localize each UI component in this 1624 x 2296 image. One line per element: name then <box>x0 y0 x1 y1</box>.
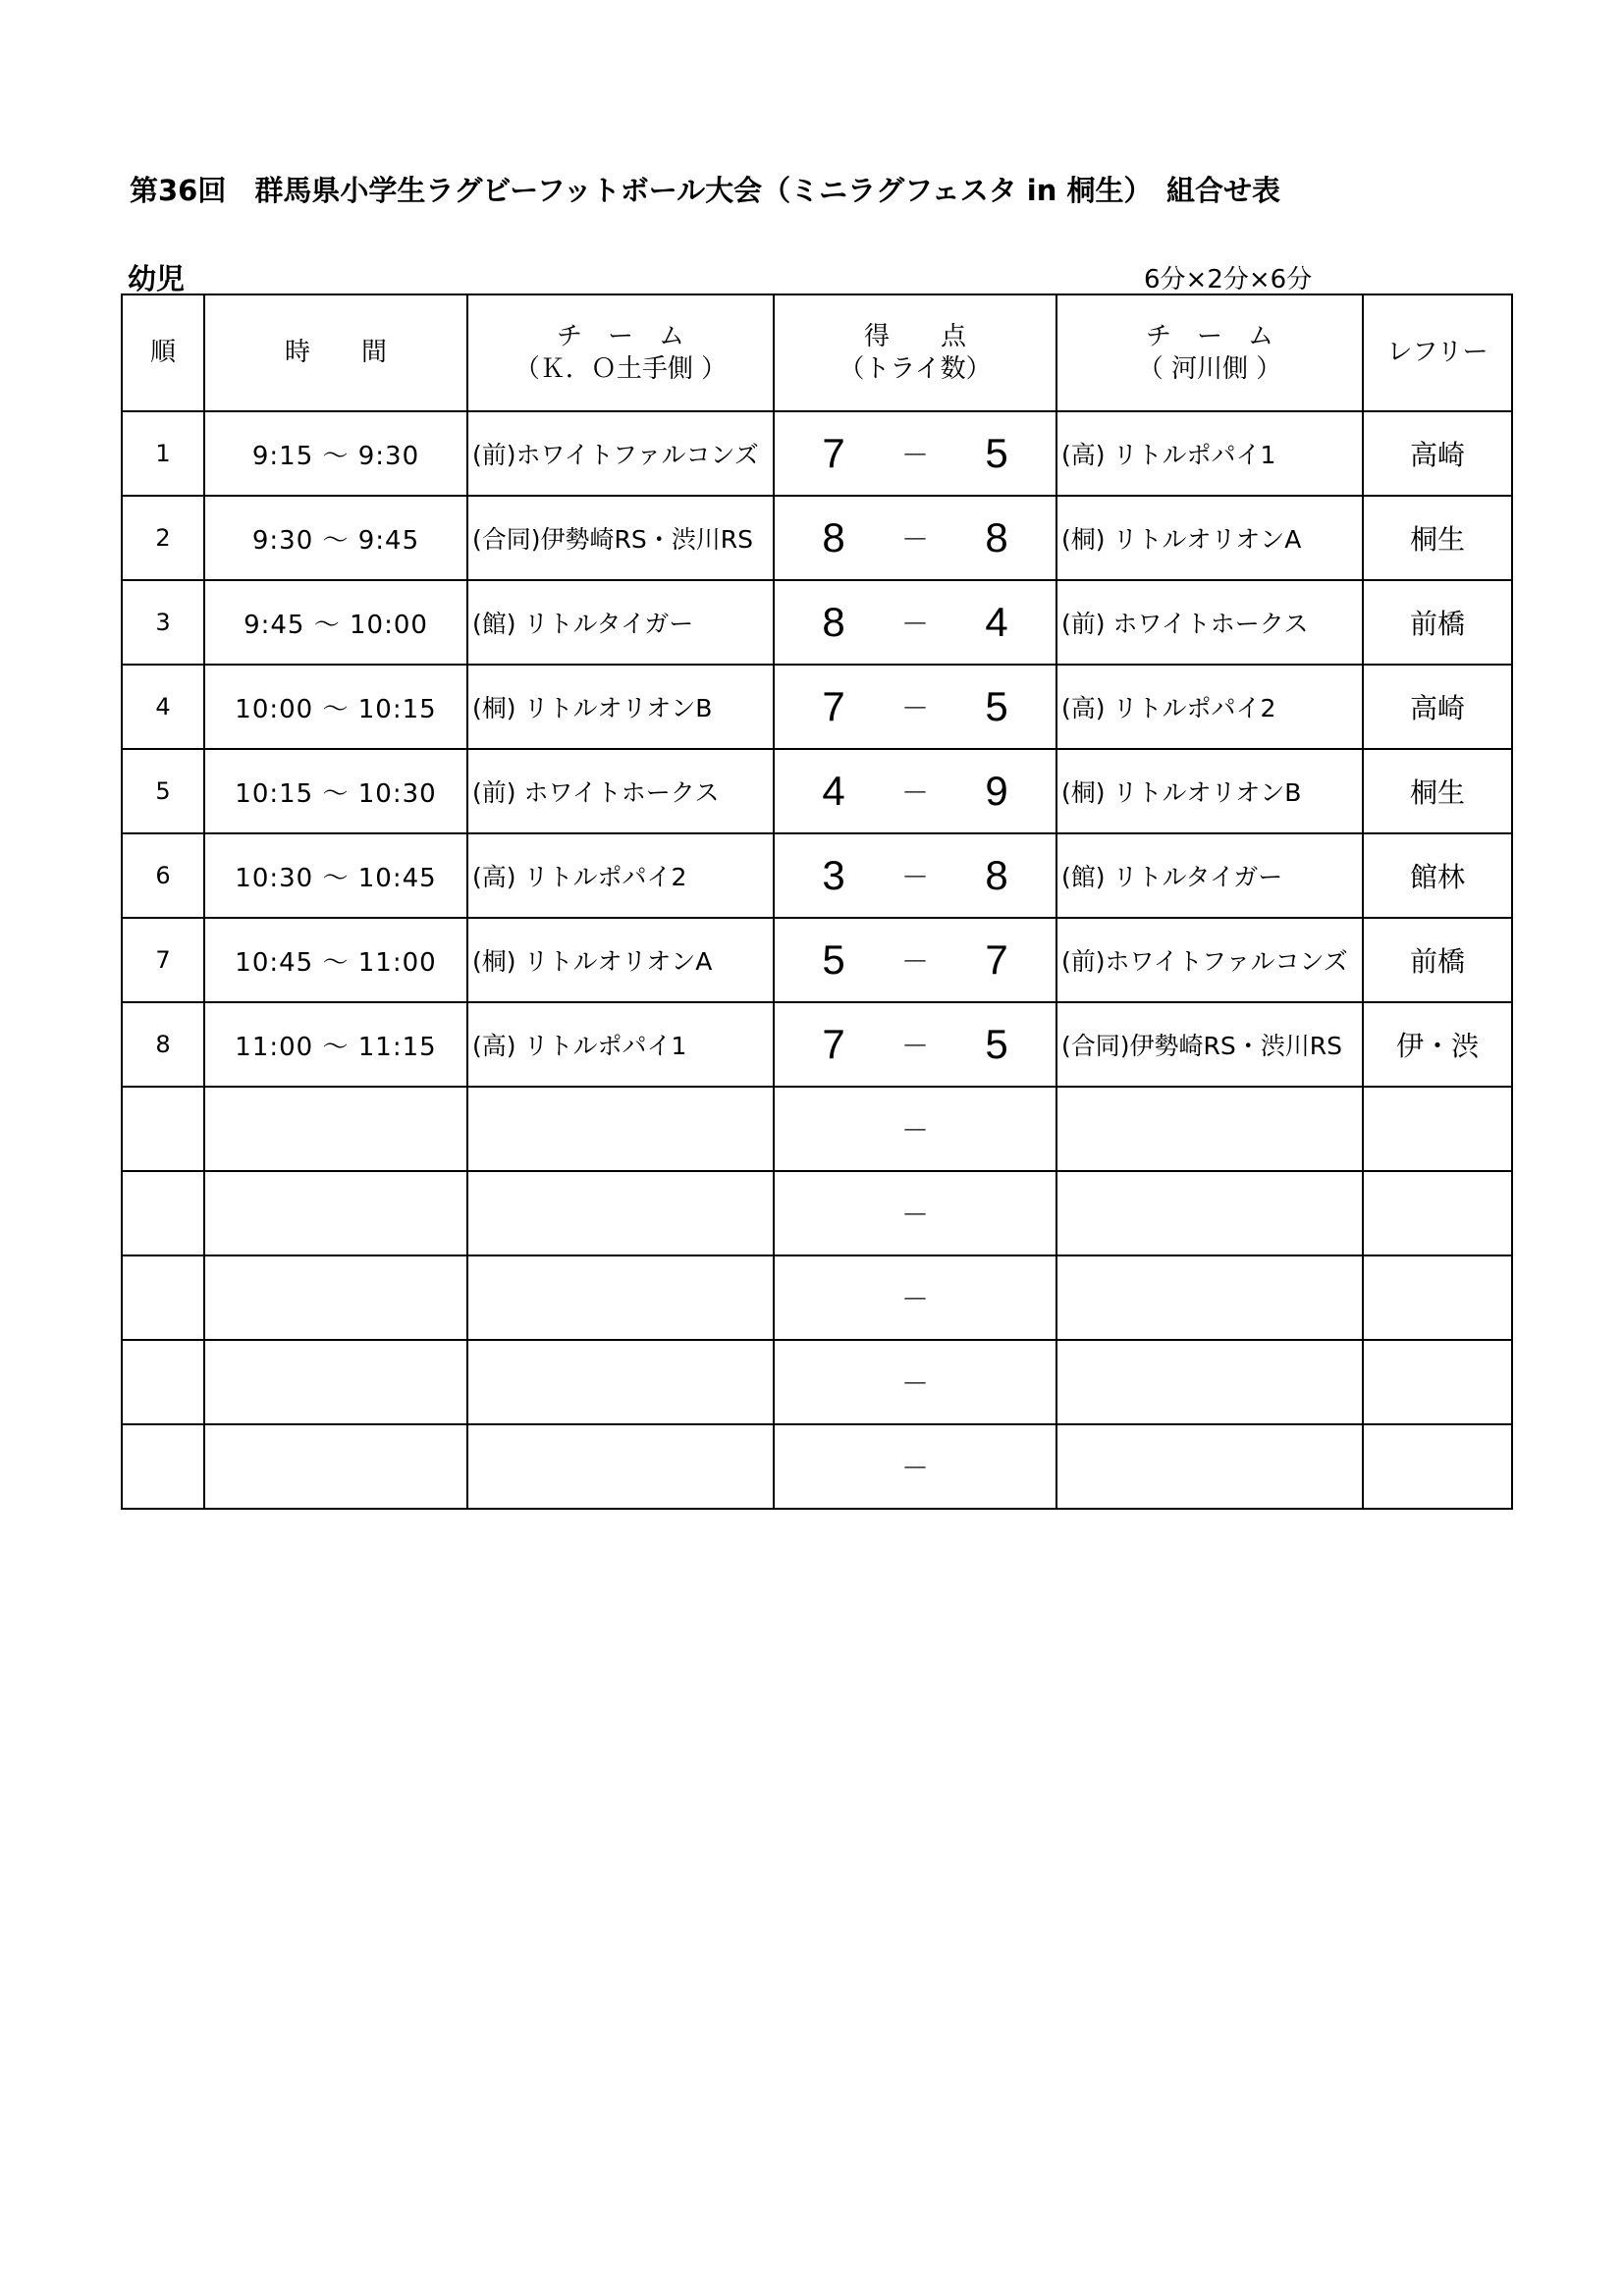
score-cell <box>774 1424 1056 1509</box>
score-left: 7 <box>822 1021 845 1067</box>
match-time <box>204 1340 467 1424</box>
team-left: (合同)伊勢崎RS・渋川RS <box>467 496 774 580</box>
header-score <box>774 294 1056 411</box>
score-dash: － <box>900 608 929 640</box>
match-number <box>122 1424 204 1509</box>
score-dash: － <box>900 861 929 893</box>
score-right: 7 <box>985 936 1008 983</box>
referee <box>1363 1255 1512 1340</box>
team-right: (高) リトルポパイ2 <box>1056 665 1363 749</box>
match-format: 6分×2分×6分 <box>1144 265 1313 294</box>
score-right: 8 <box>985 852 1008 898</box>
score-cell <box>774 833 1056 918</box>
score-dash: － <box>900 1199 929 1231</box>
match-number: 5 <box>122 749 204 833</box>
header-no: 順 <box>122 294 204 411</box>
referee <box>1363 1087 1512 1171</box>
score-dash: － <box>900 1452 929 1484</box>
header-referee: レフリー <box>1363 294 1512 411</box>
table-row <box>122 1255 1512 1340</box>
team-left: (桐) リトルオリオンB <box>467 665 774 749</box>
team-right <box>1056 1424 1363 1509</box>
table-row <box>122 1002 1512 1087</box>
score-dash: － <box>900 776 929 809</box>
table-row <box>122 580 1512 665</box>
match-number: 6 <box>122 833 204 918</box>
team-right: (高) リトルポパイ1 <box>1056 411 1363 496</box>
score-left: 7 <box>822 683 845 729</box>
table-row <box>122 411 1512 496</box>
score-left: 4 <box>822 768 845 814</box>
referee <box>1363 1424 1512 1509</box>
match-number: 2 <box>122 496 204 580</box>
header-team-right-title: チ ー ム <box>1145 322 1273 351</box>
team-right: (合同)伊勢崎RS・渋川RS <box>1056 1002 1363 1087</box>
team-right: (桐) リトルオリオンB <box>1056 749 1363 833</box>
table-row <box>122 833 1512 918</box>
team-right <box>1056 1340 1363 1424</box>
team-right <box>1056 1171 1363 1255</box>
score-left: 7 <box>822 430 845 476</box>
team-left <box>467 1424 774 1509</box>
table-row <box>122 1424 1512 1509</box>
referee: 高崎 <box>1363 665 1512 749</box>
match-time: 10:30 ～ 10:45 <box>204 833 467 918</box>
table-row <box>122 1340 1512 1424</box>
team-left: (高) リトルポパイ1 <box>467 1002 774 1087</box>
score-dash: － <box>900 523 929 556</box>
score-cell <box>774 1087 1056 1171</box>
match-schedule-table <box>121 294 1513 1510</box>
header-team-left-side: （Ｋ．Ｏ土手側 ） <box>514 353 728 384</box>
team-left <box>467 1255 774 1340</box>
header-score-sub: （トライ数） <box>839 353 992 384</box>
header-team-left <box>467 294 774 411</box>
score-cell <box>774 411 1056 496</box>
match-time <box>204 1255 467 1340</box>
header-team-left-title: チ ー ム <box>556 322 684 351</box>
match-time: 10:45 ～ 11:00 <box>204 918 467 1002</box>
table-header-row <box>122 294 1512 411</box>
table-row <box>122 1087 1512 1171</box>
score-dash: － <box>900 439 929 471</box>
score-dash: － <box>900 1114 929 1147</box>
referee: 前橋 <box>1363 918 1512 1002</box>
match-time: 10:00 ～ 10:15 <box>204 665 467 749</box>
team-left: (前)ホワイトファルコンズ <box>467 411 774 496</box>
match-time <box>204 1424 467 1509</box>
team-left: (高) リトルポパイ2 <box>467 833 774 918</box>
match-time: 9:15 ～ 9:30 <box>204 411 467 496</box>
referee <box>1363 1171 1512 1255</box>
score-dash: － <box>900 1030 929 1062</box>
match-time: 11:00 ～ 11:15 <box>204 1002 467 1087</box>
header-team-right <box>1056 294 1363 411</box>
document-title: 第36回 群馬県小学生ラグビーフットボール大会（ミニラグフェスタ in 桐生） 組合せ表 <box>130 174 1280 207</box>
score-right: 8 <box>985 514 1008 561</box>
match-rows <box>122 411 1512 1509</box>
match-number <box>122 1340 204 1424</box>
referee: 桐生 <box>1363 749 1512 833</box>
table-row <box>122 1171 1512 1255</box>
match-number: 8 <box>122 1002 204 1087</box>
score-right: 9 <box>985 768 1008 814</box>
match-number: 4 <box>122 665 204 749</box>
header-score-title: 得 点 <box>863 322 966 351</box>
team-left: (桐) リトルオリオンA <box>467 918 774 1002</box>
header-time: 時 間 <box>204 294 467 411</box>
match-number: 1 <box>122 411 204 496</box>
score-cell <box>774 580 1056 665</box>
team-left <box>467 1171 774 1255</box>
score-right: 5 <box>985 1021 1008 1067</box>
match-number <box>122 1255 204 1340</box>
referee: 桐生 <box>1363 496 1512 580</box>
score-cell <box>774 1340 1056 1424</box>
score-cell <box>774 749 1056 833</box>
score-dash: － <box>900 1283 929 1315</box>
match-number: 7 <box>122 918 204 1002</box>
score-dash: － <box>900 1367 929 1400</box>
referee: 伊・渋 <box>1363 1002 1512 1087</box>
category-label: 幼児 <box>128 262 186 295</box>
team-left <box>467 1087 774 1171</box>
team-right: (館) リトルタイガー <box>1056 833 1363 918</box>
team-left <box>467 1340 774 1424</box>
score-cell <box>774 665 1056 749</box>
score-right: 5 <box>985 683 1008 729</box>
team-right <box>1056 1087 1363 1171</box>
score-dash: － <box>900 692 929 724</box>
match-number <box>122 1171 204 1255</box>
score-dash: － <box>900 945 929 978</box>
referee: 高崎 <box>1363 411 1512 496</box>
score-cell <box>774 1002 1056 1087</box>
team-right <box>1056 1255 1363 1340</box>
referee: 館林 <box>1363 833 1512 918</box>
table-row <box>122 665 1512 749</box>
score-cell <box>774 1255 1056 1340</box>
match-time <box>204 1171 467 1255</box>
team-right: (桐) リトルオリオンA <box>1056 496 1363 580</box>
team-right: (前) ホワイトホークス <box>1056 580 1363 665</box>
score-left: 8 <box>822 599 845 645</box>
match-number <box>122 1087 204 1171</box>
header-team-right-side: （ 河川側 ） <box>1137 353 1282 384</box>
referee <box>1363 1340 1512 1424</box>
score-left: 8 <box>822 514 845 561</box>
score-right: 4 <box>985 599 1008 645</box>
score-left: 3 <box>822 852 845 898</box>
match-time: 9:30 ～ 9:45 <box>204 496 467 580</box>
referee: 前橋 <box>1363 580 1512 665</box>
match-time <box>204 1087 467 1171</box>
team-right: (前)ホワイトファルコンズ <box>1056 918 1363 1002</box>
score-right: 5 <box>985 430 1008 476</box>
score-left: 5 <box>822 936 845 983</box>
score-cell <box>774 918 1056 1002</box>
team-left: (前) ホワイトホークス <box>467 749 774 833</box>
match-time: 9:45 ～ 10:00 <box>204 580 467 665</box>
match-time: 10:15 ～ 10:30 <box>204 749 467 833</box>
table-row <box>122 496 1512 580</box>
score-cell <box>774 1171 1056 1255</box>
table-row <box>122 918 1512 1002</box>
match-number: 3 <box>122 580 204 665</box>
score-cell <box>774 496 1056 580</box>
team-left: (館) リトルタイガー <box>467 580 774 665</box>
table-row <box>122 749 1512 833</box>
